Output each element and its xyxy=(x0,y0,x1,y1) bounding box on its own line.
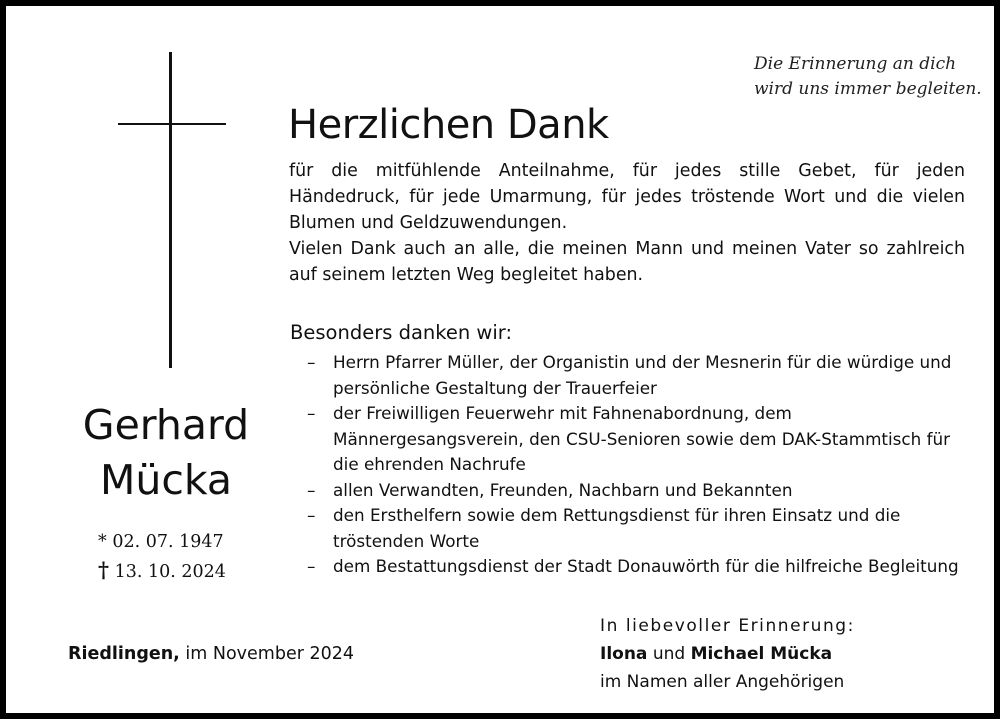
list-item-text: Herrn Pfarrer Müller, der Organistin und der Mesnerin für die würdige und persönliche Gestaltung der Trauerfeier xyxy=(333,352,952,398)
signer-name-2: Michael Mücka xyxy=(690,644,833,664)
last-name: Mücka xyxy=(99,456,233,504)
list-item xyxy=(306,478,976,504)
dagger-icon: † xyxy=(98,557,109,582)
list-item-text: den Ersthelfern sowie dem Rettungsdienst für ihren Einsatz und die tröstenden Worte xyxy=(333,505,901,551)
first-name: Gerhard xyxy=(82,401,250,449)
dash-bullet: – xyxy=(307,352,316,372)
place-and-date xyxy=(68,641,354,667)
list-item xyxy=(306,350,976,401)
list-item xyxy=(306,401,976,478)
death-date-row xyxy=(98,556,248,586)
birth-date-row xyxy=(98,528,248,556)
list-item xyxy=(306,554,976,580)
quote-line-1: Die Erinnerung an dich xyxy=(754,54,957,74)
signature-names xyxy=(600,640,980,668)
death-date: 13. 10. 2024 xyxy=(114,562,226,582)
name-connector: und xyxy=(652,644,686,664)
life-dates xyxy=(98,528,248,586)
special-thanks-heading: Besonders danken wir: xyxy=(290,321,513,344)
paragraph-2: Vielen Dank auch an alle, die meinen Mann und meinen Vater so zahlreich auf seinem letzten Weg begleitet haben. xyxy=(289,239,965,285)
list-item-text: der Freiwilligen Feuerwehr mit Fahnenabordnung, dem Männergesangsverein, den CSU-Senioren sowie dem DAK-Stammtisch für die ehrenden Nachrufe xyxy=(333,403,951,474)
memorial-quote xyxy=(754,52,994,102)
signature-note: im Namen aller Angehörigen xyxy=(600,672,845,692)
place-date: im November 2024 xyxy=(185,644,355,664)
thanks-paragraphs xyxy=(289,158,965,288)
quote-line-2: wird uns immer begleiten. xyxy=(754,79,982,99)
closing-signature xyxy=(600,612,980,696)
page-title: Herzlichen Dank xyxy=(288,102,609,148)
special-thanks-list xyxy=(306,350,976,580)
birth-symbol: * xyxy=(98,532,107,552)
cross-icon-bar xyxy=(118,123,226,125)
dash-bullet: – xyxy=(307,479,316,500)
list-item-text: dem Bestattungsdienst der Stadt Donauwörth für die hilfreiche Begleitung xyxy=(333,556,959,576)
place-town: Riedlingen, xyxy=(68,644,180,664)
signer-name-1: Ilona xyxy=(600,644,648,664)
birth-date: 02. 07. 1947 xyxy=(112,532,224,552)
list-item xyxy=(306,503,976,554)
deceased-name xyxy=(46,398,286,508)
cross-icon xyxy=(169,52,172,368)
dash-bullet: – xyxy=(307,556,316,576)
dash-bullet: – xyxy=(307,505,316,525)
dash-bullet: – xyxy=(307,403,316,423)
list-item-text: allen Verwandten, Freunden, Nachbarn und Bekannten xyxy=(333,479,793,500)
closing-line: In liebevoller Erinnerung: xyxy=(600,616,855,636)
paragraph-1: für die mitfühlende Anteilnahme, für jedes stille Gebet, für jeden Händedruck, für jede Umarmung, für jedes tröstende Wort und die vielen Blumen und Geldzuwendungen. xyxy=(289,161,965,233)
